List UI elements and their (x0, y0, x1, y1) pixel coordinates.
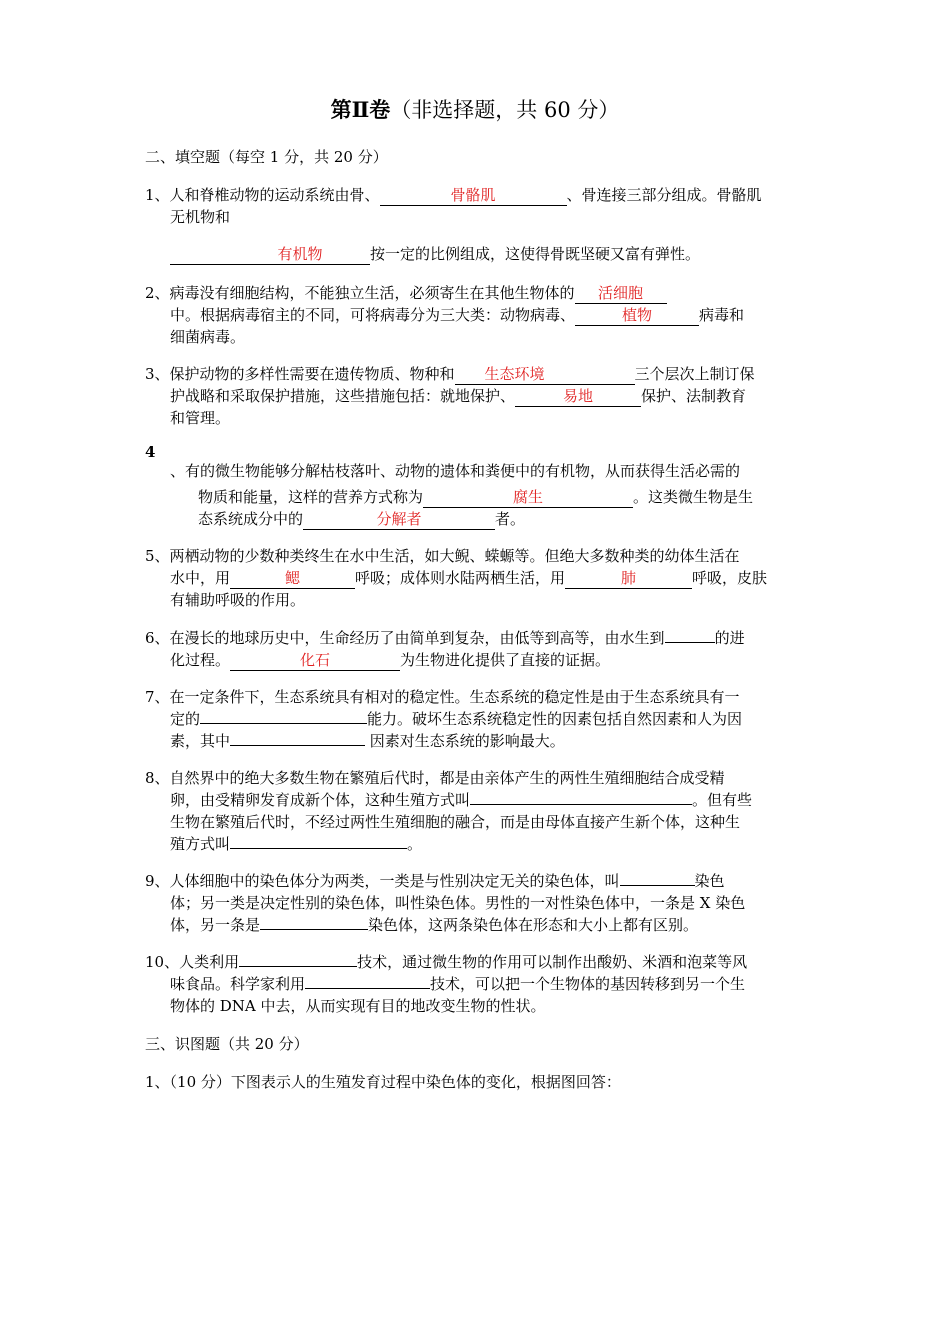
question-7-line-2: 定的 能力。破坏生态系统稳定性的因素包括自然因素和人为因 (170, 710, 743, 728)
answer-blank[interactable] (200, 723, 367, 724)
question-1-line-3: 有机物 按一定的比例组成，这使得骨既坚硬又富有弹性。 (170, 243, 700, 265)
answer-blank[interactable]: 植物 (575, 306, 699, 326)
answer-blank[interactable]: 骨骼肌 (380, 186, 567, 206)
question-8-line-2: 卵，由受精卵发育成新个体，这种生殖方式叫 。但有些 (170, 791, 753, 809)
question-4-line-1: 、有的微生物能够分解枯枝落叶、动物的遗体和粪便中的有机物，从而获得生活必需的 (170, 462, 741, 480)
section-3-question-1: 1、（10 分）下图表示人的生殖发育过程中染色体的变化，根据图回答： (145, 1073, 621, 1091)
answer-blank[interactable] (665, 642, 715, 643)
question-6-line-2: 化过程。 化石 为生物进化提供了直接的证据。 (170, 651, 611, 669)
question-4-line-3: 态系统成分中的 分解者 者。 (198, 510, 526, 528)
answer-blank[interactable]: 化石 (230, 651, 400, 671)
page-title: 第Ⅱ卷（非选择题，共 60 分） (330, 97, 620, 122)
answer-blank[interactable] (470, 804, 692, 805)
question-9-line-1: 9、人体细胞中的染色体分为两类，一类是与性别决定无关的染色体，叫 染色 (145, 872, 725, 890)
question-9-line-2: 体；另一类是决定性别的染色体，叫性染色体。男性的一对性染色体中，一条是 X 染色 (170, 894, 746, 912)
answer-blank[interactable] (230, 848, 407, 849)
question-2-line-1: 2、病毒没有细胞结构，不能独立生活，必须寄生在其他生物体的 活细胞 (145, 282, 667, 304)
question-3-line-3: 和管理。 (170, 409, 231, 427)
question-4-line-2: 物质和能量，这样的营养方式称为 腐生 。这类微生物是生 (198, 488, 754, 506)
question-8-line-1: 8、自然界中的绝大多数生物在繁殖后代时，都是由亲体产生的两性生殖细胞结合成受精 (145, 769, 725, 787)
answer-blank[interactable]: 易地 (515, 387, 641, 407)
answer-blank[interactable]: 有机物 (170, 245, 370, 265)
answer-blank[interactable]: 鳃 (230, 569, 355, 589)
question-1-line-1: 1、人和脊椎动物的运动系统由骨、 骨骼肌 、骨连接三部分组成。骨骼肌 (145, 186, 762, 204)
answer-blank[interactable] (230, 745, 365, 746)
question-8-line-3: 生物在繁殖后代时，不经过两性生殖细胞的融合，而是由母体直接产生新个体，这种生 (170, 813, 741, 831)
answer-blank[interactable] (305, 988, 430, 989)
answer-blank[interactable] (620, 885, 695, 886)
section-2-heading: 二、填空题（每空 1 分，共 20 分） (145, 148, 388, 166)
question-5-line-1: 5、两栖动物的少数种类终生在水中生活，如大鲵、蝾螈等。但绝大多数种类的幼体生活在 (145, 547, 740, 565)
question-2-line-3: 细菌病毒。 (170, 328, 246, 346)
answer-blank[interactable]: 活细胞 (575, 284, 667, 304)
question-2-line-2: 中。根据病毒宿主的不同，可将病毒分为三大类：动物病毒、 植物 病毒和 (170, 306, 745, 324)
answer-blank[interactable] (260, 929, 368, 930)
answer-blank[interactable] (239, 966, 357, 967)
section-3-heading: 三、识图题（共 20 分） (145, 1035, 309, 1053)
question-10-line-1: 10、人类利用 技术，通过微生物的作用可以制作出酸奶、米酒和泡菜等风 (145, 953, 748, 971)
question-3-line-1: 3、保护动物的多样性需要在遗传物质、物种和 生态环境 三个层次上制订保 (145, 365, 755, 383)
answer-blank[interactable]: 分解者 (303, 510, 495, 530)
question-8-line-4: 殖方式叫 。 (170, 835, 423, 853)
question-5-line-2: 水中，用 鳃 呼吸；成体则水陆两栖生活，用 肺 呼吸，皮肤 (170, 569, 768, 587)
answer-blank[interactable]: 肺 (565, 569, 692, 589)
answer-blank[interactable]: 腐生 (423, 488, 633, 508)
question-1-line-2: 无机物和 (170, 208, 231, 226)
question-5-line-3: 有辅助呼吸的作用。 (170, 591, 306, 609)
question-10-line-3: 物体的 DNA 中去，从而实现有目的地改变生物的性状。 (170, 997, 546, 1015)
question-10-line-2: 味食品。科学家利用 技术，可以把一个生物体的基因转移到另一个生 (170, 975, 746, 993)
question-7-line-1: 7、在一定条件下，生态系统具有相对的稳定性。生态系统的稳定性是由于生态系统具有一 (145, 688, 740, 706)
question-9-line-3: 体，另一条是 染色体，这两条染色体在形态和大小上都有区别。 (170, 916, 699, 934)
question-6-line-1: 6、在漫长的地球历史中，生命经历了由简单到复杂，由低等到高等，由水生到 的进 (145, 629, 745, 647)
answer-blank[interactable]: 生态环境 (455, 365, 635, 385)
question-3-line-2: 护战略和采取保护措施，这些措施包括：就地保护、 易地 保护、法制教育 (170, 387, 747, 405)
question-4-number: 4 (145, 443, 156, 461)
question-7-line-3: 素，其中 因素对生态系统的影响最大。 (170, 732, 565, 750)
